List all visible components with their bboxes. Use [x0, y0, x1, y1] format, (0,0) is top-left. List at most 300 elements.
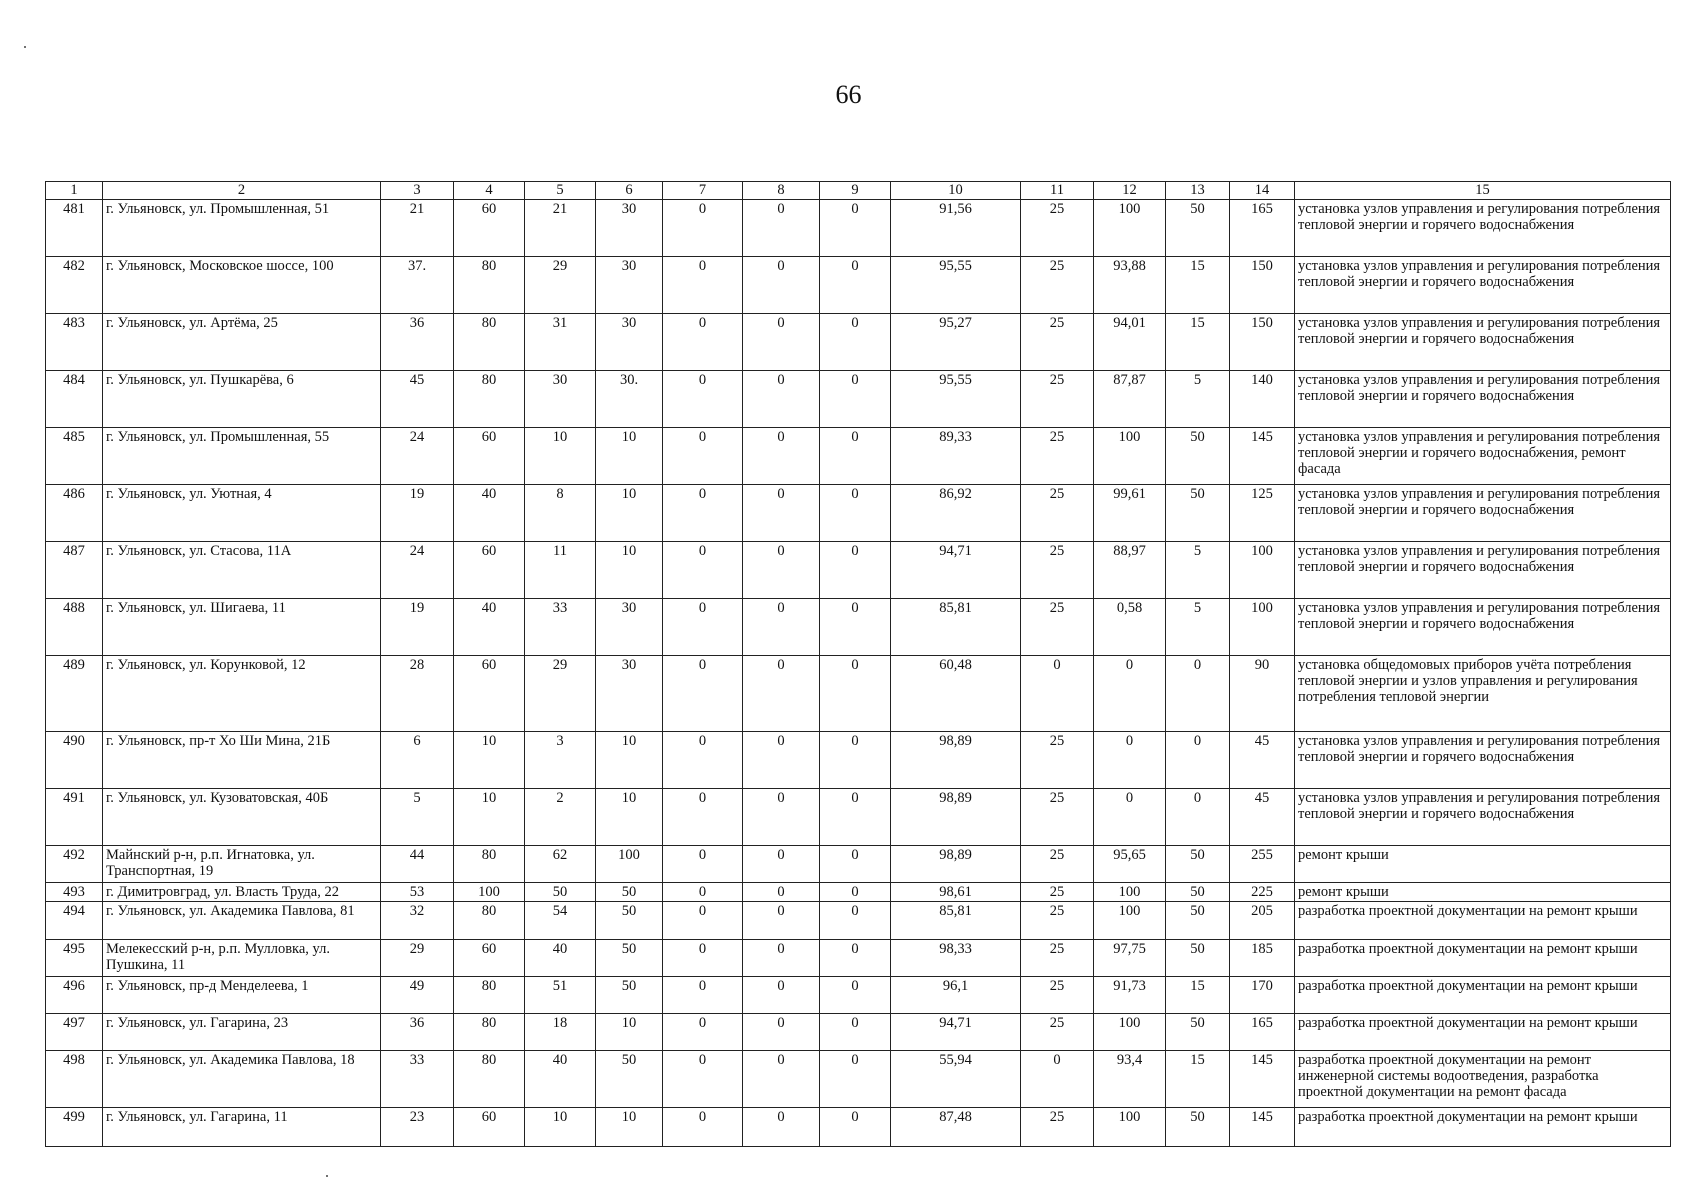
value-cell-col-10: 94,71 — [891, 1014, 1021, 1051]
address-cell: г. Ульяновск, ул. Шигаева, 11 — [103, 599, 381, 656]
value-cell-col-8: 0 — [743, 1014, 820, 1051]
work-type-cell: разработка проектной документации на ремонт крыши — [1295, 902, 1671, 940]
value-cell-col-14: 100 — [1230, 599, 1295, 656]
value-cell-col-8: 0 — [743, 1108, 820, 1147]
address-cell: г. Ульяновск, Московское шоссе, 100 — [103, 257, 381, 314]
value-cell-col-4: 60 — [454, 200, 525, 257]
address-cell: г. Ульяновск, ул. Корунковой, 12 — [103, 656, 381, 732]
value-cell-col-4: 80 — [454, 977, 525, 1014]
value-cell-col-6: 50 — [596, 1051, 663, 1108]
value-cell-col-8: 0 — [743, 940, 820, 977]
value-cell-col-4: 10 — [454, 789, 525, 846]
value-cell-col-5: 10 — [525, 1108, 596, 1147]
row-number-cell: 486 — [46, 485, 103, 542]
table-row — [46, 485, 1671, 542]
value-cell-col-13: 50 — [1166, 940, 1230, 977]
value-cell-col-14: 150 — [1230, 314, 1295, 371]
column-header-2: 2 — [103, 182, 381, 200]
address-cell: г. Ульяновск, ул. Кузоватовская, 40Б — [103, 789, 381, 846]
value-cell-col-14: 45 — [1230, 732, 1295, 789]
table-row — [46, 314, 1671, 371]
row-number-cell: 487 — [46, 542, 103, 599]
value-cell-col-14: 165 — [1230, 200, 1295, 257]
value-cell-col-11: 25 — [1021, 314, 1094, 371]
column-header-1: 1 — [46, 182, 103, 200]
value-cell-col-6: 50 — [596, 902, 663, 940]
value-cell-col-3: 45 — [381, 371, 454, 428]
work-type-cell: установка узлов управления и регулирования потребления тепловой энергии и горячего водоснабжения — [1295, 314, 1671, 371]
value-cell-col-4: 100 — [454, 883, 525, 902]
value-cell-col-9: 0 — [820, 200, 891, 257]
value-cell-col-13: 5 — [1166, 371, 1230, 428]
table-row — [46, 883, 1671, 902]
value-cell-col-7: 0 — [663, 1108, 743, 1147]
address-cell: Майнский р-н, р.п. Игнатовка, ул. Транспортная, 19 — [103, 846, 381, 883]
value-cell-col-7: 0 — [663, 732, 743, 789]
value-cell-col-5: 50 — [525, 883, 596, 902]
value-cell-col-10: 98,89 — [891, 846, 1021, 883]
value-cell-col-13: 50 — [1166, 883, 1230, 902]
value-cell-col-13: 50 — [1166, 428, 1230, 485]
value-cell-col-6: 30 — [596, 599, 663, 656]
value-cell-col-3: 33 — [381, 1051, 454, 1108]
address-cell: г. Ульяновск, пр-д Менделеева, 1 — [103, 977, 381, 1014]
value-cell-col-9: 0 — [820, 428, 891, 485]
value-cell-col-6: 10 — [596, 428, 663, 485]
value-cell-col-3: 53 — [381, 883, 454, 902]
value-cell-col-12: 97,75 — [1094, 940, 1166, 977]
value-cell-col-5: 31 — [525, 314, 596, 371]
value-cell-col-9: 0 — [820, 1051, 891, 1108]
value-cell-col-10: 91,56 — [891, 200, 1021, 257]
value-cell-col-6: 10 — [596, 732, 663, 789]
value-cell-col-9: 0 — [820, 940, 891, 977]
work-type-cell: ремонт крыши — [1295, 883, 1671, 902]
table-row — [46, 371, 1671, 428]
value-cell-col-13: 0 — [1166, 656, 1230, 732]
value-cell-col-11: 25 — [1021, 542, 1094, 599]
column-header-8: 8 — [743, 182, 820, 200]
value-cell-col-13: 50 — [1166, 902, 1230, 940]
work-type-cell: ремонт крыши — [1295, 846, 1671, 883]
value-cell-col-5: 54 — [525, 902, 596, 940]
value-cell-col-14: 45 — [1230, 789, 1295, 846]
table-row — [46, 257, 1671, 314]
value-cell-col-12: 91,73 — [1094, 977, 1166, 1014]
table-row — [46, 1051, 1671, 1108]
value-cell-col-10: 86,92 — [891, 485, 1021, 542]
value-cell-col-8: 0 — [743, 902, 820, 940]
value-cell-col-5: 8 — [525, 485, 596, 542]
work-type-cell: установка узлов управления и регулирования потребления тепловой энергии и горячего водоснабжения — [1295, 542, 1671, 599]
value-cell-col-7: 0 — [663, 940, 743, 977]
table-row — [46, 542, 1671, 599]
row-number-cell: 483 — [46, 314, 103, 371]
work-type-cell: установка узлов управления и регулирования потребления тепловой энергии и горячего водоснабжения — [1295, 599, 1671, 656]
value-cell-col-14: 185 — [1230, 940, 1295, 977]
value-cell-col-11: 0 — [1021, 656, 1094, 732]
value-cell-col-10: 98,89 — [891, 732, 1021, 789]
value-cell-col-10: 85,81 — [891, 902, 1021, 940]
value-cell-col-11: 25 — [1021, 940, 1094, 977]
value-cell-col-4: 60 — [454, 428, 525, 485]
value-cell-col-4: 10 — [454, 732, 525, 789]
value-cell-col-11: 25 — [1021, 428, 1094, 485]
column-header-12: 12 — [1094, 182, 1166, 200]
value-cell-col-9: 0 — [820, 257, 891, 314]
value-cell-col-14: 150 — [1230, 257, 1295, 314]
value-cell-col-3: 5 — [381, 789, 454, 846]
scan-speck — [326, 1175, 328, 1177]
value-cell-col-12: 100 — [1094, 1014, 1166, 1051]
row-number-cell: 493 — [46, 883, 103, 902]
value-cell-col-9: 0 — [820, 902, 891, 940]
value-cell-col-14: 145 — [1230, 1051, 1295, 1108]
column-header-11: 11 — [1021, 182, 1094, 200]
address-cell: г. Ульяновск, ул. Промышленная, 55 — [103, 428, 381, 485]
row-number-cell: 497 — [46, 1014, 103, 1051]
value-cell-col-5: 33 — [525, 599, 596, 656]
value-cell-col-10: 96,1 — [891, 977, 1021, 1014]
value-cell-col-10: 98,33 — [891, 940, 1021, 977]
value-cell-col-4: 60 — [454, 542, 525, 599]
value-cell-col-9: 0 — [820, 789, 891, 846]
value-cell-col-5: 40 — [525, 1051, 596, 1108]
value-cell-col-4: 60 — [454, 1108, 525, 1147]
value-cell-col-12: 93,4 — [1094, 1051, 1166, 1108]
value-cell-col-6: 10 — [596, 542, 663, 599]
value-cell-col-7: 0 — [663, 1014, 743, 1051]
work-type-cell: установка узлов управления и регулирования потребления тепловой энергии и горячего водоснабжения — [1295, 257, 1671, 314]
value-cell-col-6: 10 — [596, 1108, 663, 1147]
row-number-cell: 491 — [46, 789, 103, 846]
value-cell-col-10: 98,61 — [891, 883, 1021, 902]
value-cell-col-8: 0 — [743, 846, 820, 883]
value-cell-col-4: 80 — [454, 314, 525, 371]
value-cell-col-5: 3 — [525, 732, 596, 789]
value-cell-col-5: 21 — [525, 200, 596, 257]
value-cell-col-7: 0 — [663, 789, 743, 846]
value-cell-col-7: 0 — [663, 542, 743, 599]
value-cell-col-5: 10 — [525, 428, 596, 485]
value-cell-col-11: 25 — [1021, 257, 1094, 314]
value-cell-col-11: 25 — [1021, 883, 1094, 902]
address-cell: г. Ульяновск, ул. Промышленная, 51 — [103, 200, 381, 257]
value-cell-col-11: 0 — [1021, 1051, 1094, 1108]
value-cell-col-4: 80 — [454, 257, 525, 314]
value-cell-col-10: 98,89 — [891, 789, 1021, 846]
value-cell-col-14: 125 — [1230, 485, 1295, 542]
value-cell-col-7: 0 — [663, 599, 743, 656]
column-header-3: 3 — [381, 182, 454, 200]
value-cell-col-9: 0 — [820, 542, 891, 599]
table-row — [46, 1108, 1671, 1147]
row-number-cell: 494 — [46, 902, 103, 940]
value-cell-col-10: 89,33 — [891, 428, 1021, 485]
value-cell-col-5: 29 — [525, 656, 596, 732]
value-cell-col-6: 30 — [596, 200, 663, 257]
value-cell-col-6: 30 — [596, 314, 663, 371]
value-cell-col-4: 80 — [454, 1014, 525, 1051]
value-cell-col-4: 60 — [454, 656, 525, 732]
value-cell-col-12: 0 — [1094, 732, 1166, 789]
column-header-7: 7 — [663, 182, 743, 200]
table-row — [46, 846, 1671, 883]
value-cell-col-6: 10 — [596, 1014, 663, 1051]
value-cell-col-4: 80 — [454, 371, 525, 428]
value-cell-col-6: 30 — [596, 257, 663, 314]
value-cell-col-3: 19 — [381, 599, 454, 656]
value-cell-col-9: 0 — [820, 1108, 891, 1147]
table-row — [46, 732, 1671, 789]
value-cell-col-13: 50 — [1166, 200, 1230, 257]
value-cell-col-8: 0 — [743, 200, 820, 257]
table-row — [46, 1014, 1671, 1051]
value-cell-col-13: 0 — [1166, 789, 1230, 846]
value-cell-col-3: 49 — [381, 977, 454, 1014]
value-cell-col-7: 0 — [663, 656, 743, 732]
value-cell-col-14: 165 — [1230, 1014, 1295, 1051]
table-header-row — [46, 182, 1671, 200]
column-header-4: 4 — [454, 182, 525, 200]
value-cell-col-11: 25 — [1021, 732, 1094, 789]
value-cell-col-10: 95,55 — [891, 371, 1021, 428]
value-cell-col-10: 85,81 — [891, 599, 1021, 656]
value-cell-col-14: 100 — [1230, 542, 1295, 599]
value-cell-col-12: 0 — [1094, 789, 1166, 846]
row-number-cell: 489 — [46, 656, 103, 732]
value-cell-col-3: 36 — [381, 314, 454, 371]
row-number-cell: 498 — [46, 1051, 103, 1108]
column-header-13: 13 — [1166, 182, 1230, 200]
value-cell-col-8: 0 — [743, 428, 820, 485]
value-cell-col-3: 32 — [381, 902, 454, 940]
value-cell-col-6: 10 — [596, 789, 663, 846]
value-cell-col-4: 80 — [454, 1051, 525, 1108]
value-cell-col-12: 93,88 — [1094, 257, 1166, 314]
value-cell-col-7: 0 — [663, 883, 743, 902]
value-cell-col-13: 15 — [1166, 257, 1230, 314]
value-cell-col-13: 0 — [1166, 732, 1230, 789]
column-header-15: 15 — [1295, 182, 1671, 200]
value-cell-col-7: 0 — [663, 1051, 743, 1108]
value-cell-col-11: 25 — [1021, 1108, 1094, 1147]
column-header-10: 10 — [891, 182, 1021, 200]
value-cell-col-11: 25 — [1021, 902, 1094, 940]
value-cell-col-6: 30 — [596, 656, 663, 732]
value-cell-col-13: 5 — [1166, 599, 1230, 656]
work-type-cell: установка узлов управления и регулирования потребления тепловой энергии и горячего водоснабжения, ремонт фасада — [1295, 428, 1671, 485]
work-type-cell: разработка проектной документации на ремонт крыши — [1295, 940, 1671, 977]
value-cell-col-3: 37. — [381, 257, 454, 314]
value-cell-col-8: 0 — [743, 257, 820, 314]
table-row — [46, 902, 1671, 940]
address-cell: г. Ульяновск, ул. Стасова, 11А — [103, 542, 381, 599]
value-cell-col-9: 0 — [820, 599, 891, 656]
value-cell-col-6: 10 — [596, 485, 663, 542]
value-cell-col-8: 0 — [743, 789, 820, 846]
value-cell-col-10: 60,48 — [891, 656, 1021, 732]
value-cell-col-10: 87,48 — [891, 1108, 1021, 1147]
value-cell-col-3: 28 — [381, 656, 454, 732]
value-cell-col-5: 40 — [525, 940, 596, 977]
value-cell-col-6: 50 — [596, 883, 663, 902]
work-type-cell: установка узлов управления и регулирования потребления тепловой энергии и горячего водоснабжения — [1295, 485, 1671, 542]
value-cell-col-9: 0 — [820, 1014, 891, 1051]
row-number-cell: 482 — [46, 257, 103, 314]
value-cell-col-3: 19 — [381, 485, 454, 542]
value-cell-col-12: 87,87 — [1094, 371, 1166, 428]
value-cell-col-14: 90 — [1230, 656, 1295, 732]
work-type-cell: установка общедомовых приборов учёта потребления тепловой энергии и узлов управления и регулирования потребления тепловой энергии — [1295, 656, 1671, 732]
address-cell: г. Ульяновск, ул. Академика Павлова, 81 — [103, 902, 381, 940]
address-cell: г. Ульяновск, ул. Академика Павлова, 18 — [103, 1051, 381, 1108]
value-cell-col-3: 24 — [381, 542, 454, 599]
value-cell-col-3: 21 — [381, 200, 454, 257]
buildings-table — [45, 181, 1671, 1147]
value-cell-col-7: 0 — [663, 846, 743, 883]
value-cell-col-10: 95,55 — [891, 257, 1021, 314]
column-header-9: 9 — [820, 182, 891, 200]
value-cell-col-7: 0 — [663, 200, 743, 257]
row-number-cell: 485 — [46, 428, 103, 485]
value-cell-col-11: 25 — [1021, 371, 1094, 428]
value-cell-col-3: 23 — [381, 1108, 454, 1147]
table-row — [46, 428, 1671, 485]
value-cell-col-12: 100 — [1094, 1108, 1166, 1147]
work-type-cell: разработка проектной документации на ремонт крыши — [1295, 1108, 1671, 1147]
column-header-5: 5 — [525, 182, 596, 200]
address-cell: г. Ульяновск, пр-т Хо Ши Мина, 21Б — [103, 732, 381, 789]
address-cell: г. Ульяновск, ул. Уютная, 4 — [103, 485, 381, 542]
scan-speck — [24, 46, 26, 48]
table-row — [46, 977, 1671, 1014]
value-cell-col-12: 100 — [1094, 883, 1166, 902]
value-cell-col-14: 140 — [1230, 371, 1295, 428]
work-type-cell: разработка проектной документации на ремонт крыши — [1295, 1014, 1671, 1051]
value-cell-col-14: 225 — [1230, 883, 1295, 902]
value-cell-col-7: 0 — [663, 485, 743, 542]
value-cell-col-5: 29 — [525, 257, 596, 314]
value-cell-col-8: 0 — [743, 314, 820, 371]
value-cell-col-10: 94,71 — [891, 542, 1021, 599]
value-cell-col-8: 0 — [743, 542, 820, 599]
value-cell-col-6: 30. — [596, 371, 663, 428]
value-cell-col-11: 25 — [1021, 789, 1094, 846]
row-number-cell: 484 — [46, 371, 103, 428]
row-number-cell: 492 — [46, 846, 103, 883]
value-cell-col-12: 94,01 — [1094, 314, 1166, 371]
value-cell-col-3: 24 — [381, 428, 454, 485]
value-cell-col-12: 0,58 — [1094, 599, 1166, 656]
row-number-cell: 495 — [46, 940, 103, 977]
value-cell-col-12: 95,65 — [1094, 846, 1166, 883]
value-cell-col-9: 0 — [820, 846, 891, 883]
value-cell-col-12: 100 — [1094, 428, 1166, 485]
row-number-cell: 490 — [46, 732, 103, 789]
row-number-cell: 496 — [46, 977, 103, 1014]
value-cell-col-8: 0 — [743, 1051, 820, 1108]
address-cell: г. Димитровград, ул. Власть Труда, 22 — [103, 883, 381, 902]
value-cell-col-14: 145 — [1230, 428, 1295, 485]
value-cell-col-5: 30 — [525, 371, 596, 428]
value-cell-col-4: 40 — [454, 485, 525, 542]
value-cell-col-12: 100 — [1094, 200, 1166, 257]
value-cell-col-7: 0 — [663, 371, 743, 428]
value-cell-col-12: 0 — [1094, 656, 1166, 732]
value-cell-col-11: 25 — [1021, 485, 1094, 542]
value-cell-col-14: 170 — [1230, 977, 1295, 1014]
work-type-cell: разработка проектной документации на ремонт крыши — [1295, 977, 1671, 1014]
address-cell: г. Ульяновск, ул. Гагарина, 23 — [103, 1014, 381, 1051]
value-cell-col-9: 0 — [820, 977, 891, 1014]
value-cell-col-7: 0 — [663, 314, 743, 371]
value-cell-col-8: 0 — [743, 977, 820, 1014]
value-cell-col-13: 5 — [1166, 542, 1230, 599]
value-cell-col-8: 0 — [743, 371, 820, 428]
table-row — [46, 599, 1671, 656]
value-cell-col-9: 0 — [820, 732, 891, 789]
value-cell-col-6: 50 — [596, 940, 663, 977]
address-cell: г. Ульяновск, ул. Гагарина, 11 — [103, 1108, 381, 1147]
value-cell-col-3: 6 — [381, 732, 454, 789]
value-cell-col-13: 15 — [1166, 1051, 1230, 1108]
value-cell-col-13: 50 — [1166, 1108, 1230, 1147]
column-header-6: 6 — [596, 182, 663, 200]
value-cell-col-5: 18 — [525, 1014, 596, 1051]
value-cell-col-14: 255 — [1230, 846, 1295, 883]
work-type-cell: установка узлов управления и регулирования потребления тепловой энергии и горячего водоснабжения — [1295, 789, 1671, 846]
work-type-cell: установка узлов управления и регулирования потребления тепловой энергии и горячего водоснабжения — [1295, 200, 1671, 257]
value-cell-col-5: 2 — [525, 789, 596, 846]
table-body — [46, 200, 1671, 1147]
value-cell-col-14: 145 — [1230, 1108, 1295, 1147]
value-cell-col-12: 99,61 — [1094, 485, 1166, 542]
value-cell-col-7: 0 — [663, 902, 743, 940]
value-cell-col-8: 0 — [743, 599, 820, 656]
value-cell-col-8: 0 — [743, 732, 820, 789]
value-cell-col-13: 15 — [1166, 977, 1230, 1014]
value-cell-col-8: 0 — [743, 656, 820, 732]
work-type-cell: разработка проектной документации на ремонт инженерной системы водоотведения, разработка проектной документации на ремонт фасада — [1295, 1051, 1671, 1108]
value-cell-col-7: 0 — [663, 257, 743, 314]
row-number-cell: 488 — [46, 599, 103, 656]
page-number: 66 — [835, 80, 862, 109]
value-cell-col-4: 80 — [454, 846, 525, 883]
value-cell-col-5: 51 — [525, 977, 596, 1014]
table-row — [46, 789, 1671, 846]
table-row — [46, 940, 1671, 977]
address-cell: Мелекесский р-н, р.п. Мулловка, ул. Пушкина, 11 — [103, 940, 381, 977]
value-cell-col-13: 50 — [1166, 846, 1230, 883]
table-row — [46, 656, 1671, 732]
work-type-cell: установка узлов управления и регулирования потребления тепловой энергии и горячего водоснабжения — [1295, 371, 1671, 428]
value-cell-col-5: 11 — [525, 542, 596, 599]
value-cell-col-4: 60 — [454, 940, 525, 977]
value-cell-col-5: 62 — [525, 846, 596, 883]
row-number-cell: 499 — [46, 1108, 103, 1147]
work-type-cell: установка узлов управления и регулирования потребления тепловой энергии и горячего водоснабжения — [1295, 732, 1671, 789]
value-cell-col-10: 55,94 — [891, 1051, 1021, 1108]
address-cell: г. Ульяновск, ул. Пушкарёва, 6 — [103, 371, 381, 428]
value-cell-col-8: 0 — [743, 485, 820, 542]
value-cell-col-8: 0 — [743, 883, 820, 902]
value-cell-col-13: 50 — [1166, 1014, 1230, 1051]
value-cell-col-13: 50 — [1166, 485, 1230, 542]
value-cell-col-11: 25 — [1021, 846, 1094, 883]
value-cell-col-14: 205 — [1230, 902, 1295, 940]
column-header-14: 14 — [1230, 182, 1295, 200]
